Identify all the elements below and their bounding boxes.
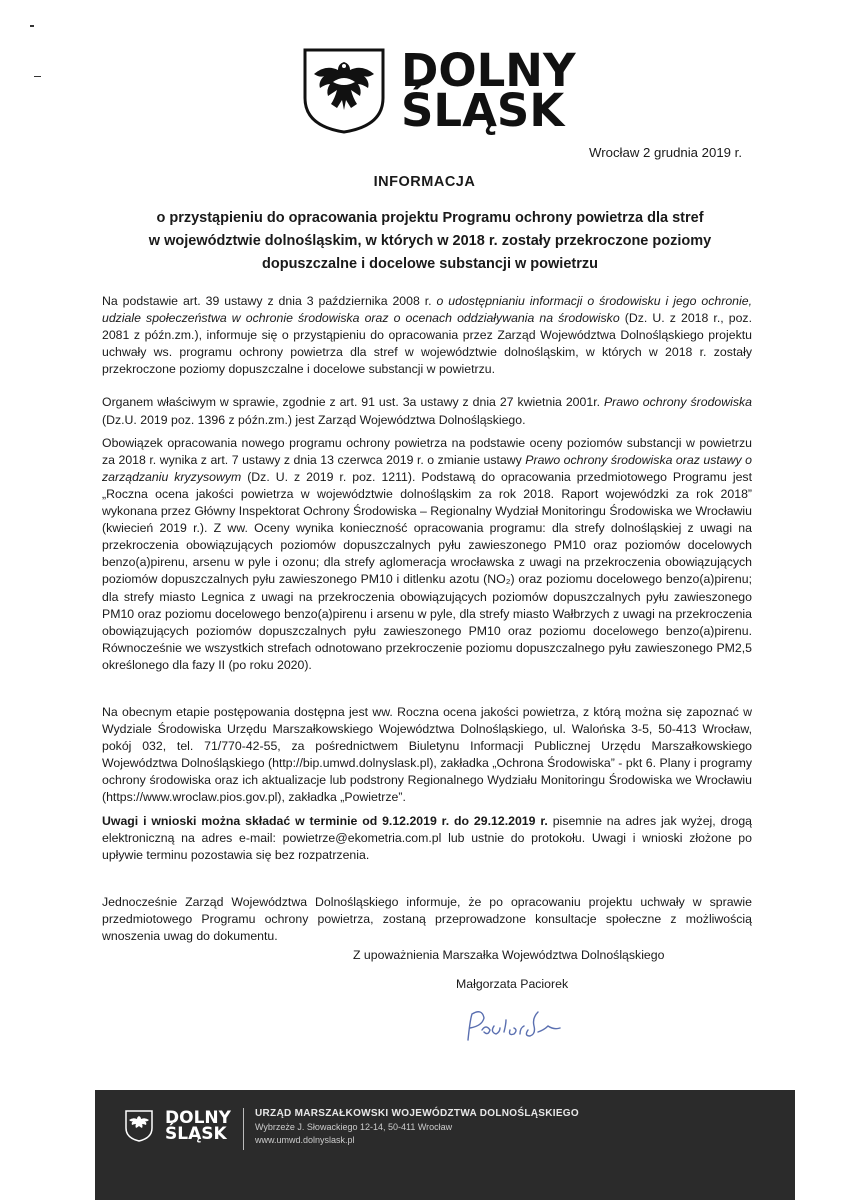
paragraph-consultation: Jednocześnie Zarząd Województwa Dolnośląskiego informuje, że po opracowaniu projektu uchwały w sprawie przedmiotowego Programu ochrony powietrza, zostaną przeprowadzone konsultacje społeczne z możliwością wnoszenia uwag do dokumentu. (102, 894, 752, 943)
footer-info (255, 1108, 579, 1145)
signature-name: Małgorzata Paciorek (456, 977, 569, 991)
subtitle-line: dopuszczalne i docelowe substancji w powietrzu (262, 256, 598, 272)
subtitle-line: o przystąpieniu do opracowania projektu Programu ochrony powietrza dla stref (156, 210, 704, 226)
paragraph-legal-basis: Na podstawie art. 39 ustawy z dnia 3 października 2008 r. o udostępnianiu informacji o środowisku i jego ochronie, udziale społeczeństwa w ochronie środowiska oraz o ocenach oddziaływania na środowisko (Dz. U. z 2018 r., poz. 2081 z późn.zm.), informuje się o przystąpieniu do opracowania przez Zarząd Województwa Dolnośląskiego projektu uchwały ws. programu ochrony powietrza dla stref w województwie dolnośląskim, w których w 2018 r. zostały przekroczone poziomy dopuszczalne i docelowe substancji w powietrzu. (102, 294, 752, 377)
logo-line2: ŚLĄSK (401, 84, 565, 137)
scan-artifact (30, 25, 34, 27)
scan-artifact (34, 76, 41, 77)
document-subtitle (120, 207, 740, 276)
footer-website-link[interactable]: www.umwd.dolnyslask.pl (255, 1135, 355, 1145)
paragraph-availability: Na obecnym etapie postępowania dostępna jest ww. Roczna ocena jakości powietrza, z którą można się zapoznać w Wydziale Środowiska Urzędu Marszałkowskiego Województwa Dolnośląskiego, ul. Walońska 3-5, 50-413 Wrocław, pokój 032, tel. 71/770-42-55, za pośrednictwem Biuletynu Informacji Publicznej Urzędu Marszałkowskiego Województwa Dolnośląskiego (http://bip.umwd.dolnyslask.pl), zakładka „Ochrona Środowiska” - pkt 6. Plany i programy ochrony środowiska oraz ich aktualizacje lub podstrony Regionalnego Wydziału Monitoringu Środowiska we Wrocławiu (https://www.wroclaw.pios.gov.pl), zakładka „Powietrze”. (102, 704, 752, 805)
logo-line1: DOLNY (401, 44, 576, 97)
footer-divider (243, 1108, 244, 1150)
logo-wordmark (401, 44, 576, 137)
paragraph-obligation: Obowiązek opracowania nowego programu ochrony powietrza na podstawie oceny poziomów substancji w powietrzu za 2018 r. wynika z art. 7 ustawy z dnia 13 czerwca 2019 r. o zmianie ustawy Prawo ochrony środowiska oraz ustawy o zarządzaniu kryzysowym (Dz. U. z 2019 r. poz. 1211). Podstawą do opracowania przedmiotowego Programu jest „Roczna ocena jakości powietrza w województwie dolnośląskim za rok 2018. Raport wojewódzki za rok 2018” wykonana przez Główny Inspektorat Ochrony Środowiska – Regionalny Wydział Monitoringu Środowiska we Wrocławiu (kwiecień 2019 r.). Z ww. Oceny wynika konieczność opracowania programu: dla strefy dolnośląskiej z uwagi na przekroczenia obowiązujących poziomów dopuszczalnych pyłu zawieszonego PM10 oraz poziomów docelowych benzo(a)pirenu, arsenu w pyle i ozonu; dla strefy aglomeracja wrocławska z uwagi na przekroczenia obowiązujących poziomów dopuszczalnych pyłu zawieszonego PM10 i ditlenku azotu (NO₂) oraz poziomu docelowego benzo(a)pirenu; dla strefy miasto Legnica z uwagi na przekroczenia obowiązujących poziomów dopuszczalnych pyłu zawieszonego PM10 oraz poziomu docelowego benzo(a)pirenu i arsenu w pyle, dla strefy miasto Wałbrzych z uwagi na przekroczenia obowiązujących poziomów dopuszczalnych pyłu zawieszonego PM10 oraz poziomu docelowego benzo(a)pirenu. Równocześnie we wszystkich strefach odnotowano przekroczenie poziomu dopuszczalnego pyłu zawieszonego PM2,5 określonego dla fazy II (po roku 2020). (102, 435, 752, 672)
signature-authority: Z upoważnienia Marszałka Województwa Dolnośląskiego (353, 948, 665, 962)
paragraph-competent-authority: Organem właściwym w sprawie, zgodnie z art. 91 ust. 3a ustawy z dnia 27 kwietnia 2001r. Prawo ochrony środowiska (Dz.U. 2019 poz. 1396 z późn.zm.) jest Zarząd Województwa Dolnośląskiego. (102, 395, 752, 427)
handwritten-signature (460, 1002, 570, 1052)
eagle-crest-icon (303, 48, 385, 134)
subtitle-line: w województwie dolnośląskim, w których w 2018 r. zostały przekroczone poziomy (148, 233, 712, 249)
paragraph-comments: Uwagi i wnioski można składać w terminie od 9.12.2019 r. do 29.12.2019 r. pisemnie na adres jak wyżej, drogą elektroniczną na adres e-mail: powietrze@ekometria.com.pl lub ustnie do protokołu. Uwagi i wnioski złożone po upływie terminu pozostawia się bez rozpatrzenia. (102, 813, 752, 862)
footer-banner (95, 1090, 795, 1200)
eagle-crest-icon (125, 1110, 153, 1142)
header-logo (303, 44, 576, 137)
document-title: INFORMACJA (373, 174, 476, 190)
document-body (102, 293, 752, 945)
footer-address: Wybrzeże J. Słowackiego 12-14, 50-411 Wrocław (255, 1122, 453, 1132)
document-date: Wrocław 2 grudnia 2019 r. (589, 145, 742, 160)
footer-org: URZĄD MARSZAŁKOWSKI WOJEWÓDZTWA DOLNOŚLĄSKIEGO (255, 1108, 579, 1119)
footer-logo (125, 1110, 231, 1142)
footer-wordmark: DOLNY ŚLĄSK (165, 1108, 231, 1144)
